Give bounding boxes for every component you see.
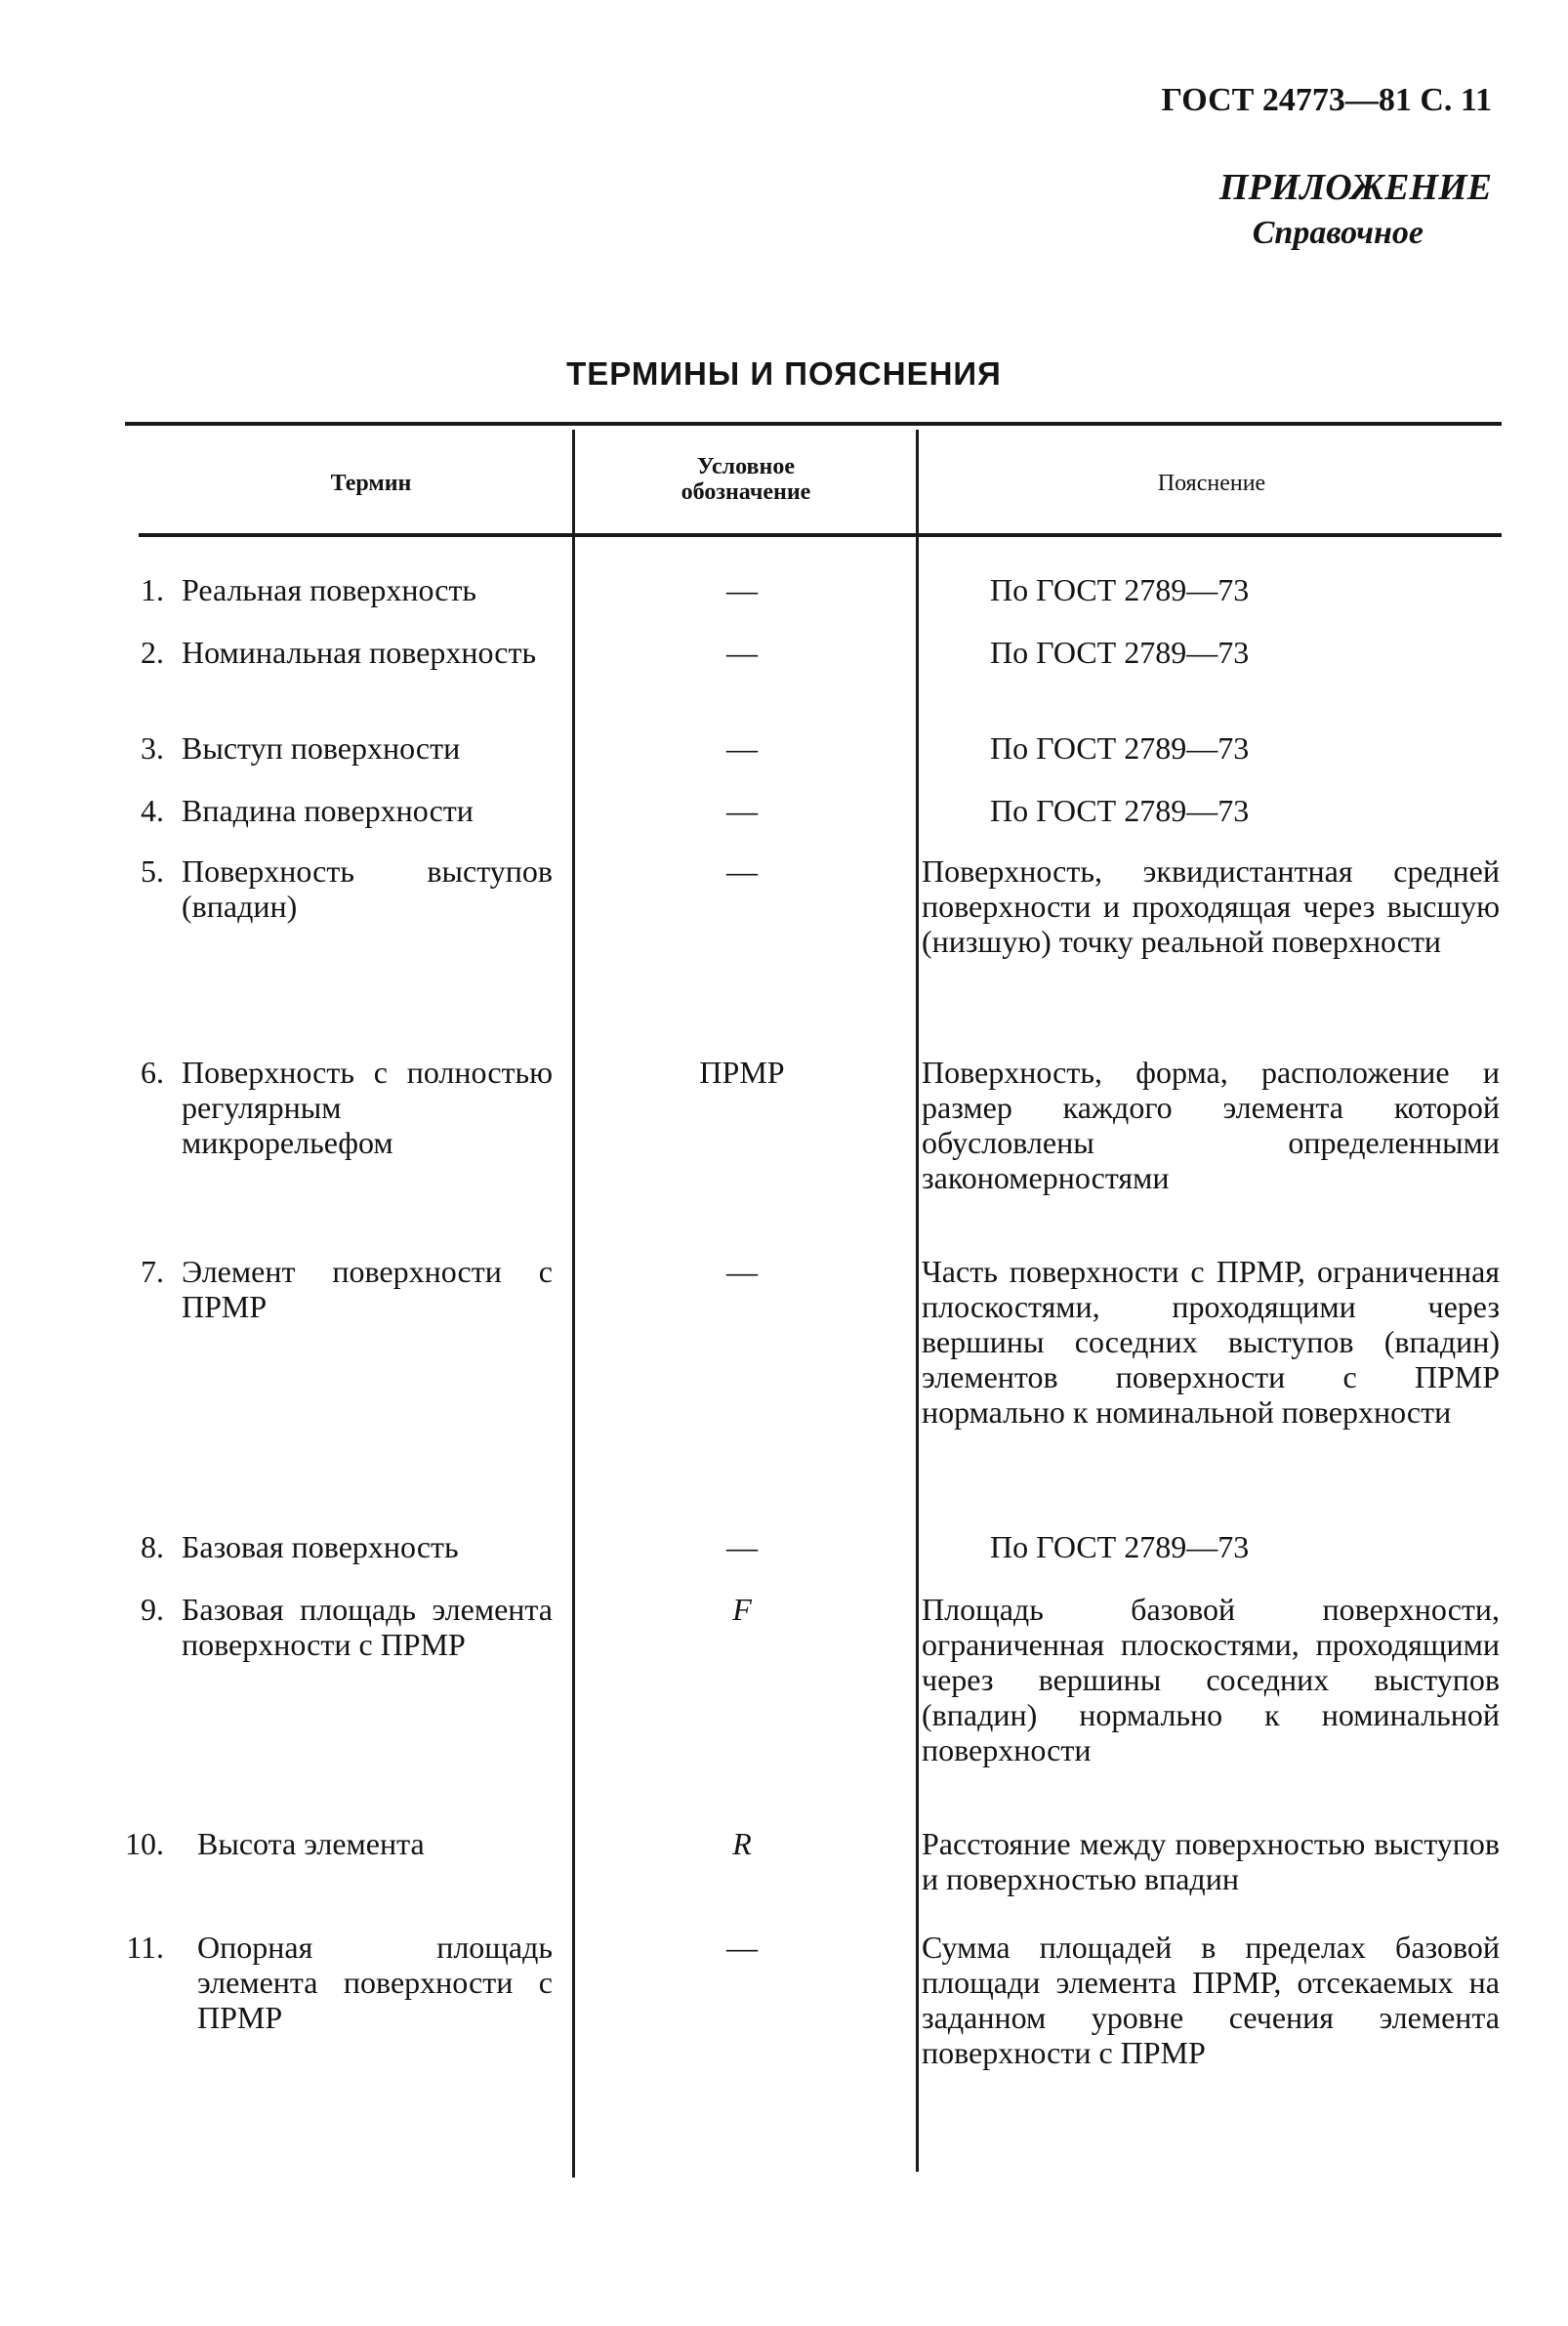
row-term: Базовая площадь элемента поверхности с ПРМР [182, 1592, 553, 1662]
column-divider-2 [916, 430, 919, 2172]
row-symbol: — [726, 853, 758, 889]
row-symbol: — [726, 1529, 758, 1564]
column-header-symbol [578, 454, 914, 505]
row-symbol: — [726, 635, 758, 670]
row-explanation: Часть поверхности с ПРМР, ограниченная плоскостями, проходящими через вершины соседних выступов (впадин) элементов поверхности с ПРМР нормально к номинальной поверхности [922, 1254, 1500, 1430]
row-term: Опорная площадь элемента поверхности с ПРМР [197, 1930, 553, 2035]
row-symbol: — [726, 793, 758, 828]
row-symbol: — [726, 572, 758, 607]
table-title: ТЕРМИНЫ И ПОЯСНЕНИЯ [566, 355, 1002, 392]
page-header: ГОСТ 24773—81 С. 11 [1161, 82, 1492, 118]
row-explanation: По ГОСТ 2789—73 [990, 793, 1250, 828]
column-header-symbol-line2: обозначение [681, 479, 811, 505]
row-explanation: Поверхность, эквидистантная средней поверхности и проходящая через высшую (низшую) точку реальной поверхности [922, 853, 1500, 959]
appendix-title: ПРИЛОЖЕНИЕ [1218, 167, 1492, 208]
row-explanation: Расстояние между поверхностью выступов и поверхностью впадин [922, 1826, 1500, 1896]
row-term: Элемент поверхности с ПРМР [182, 1254, 553, 1324]
row-symbol: R [732, 1826, 752, 1861]
row-number: 7. [141, 1254, 164, 1289]
row-symbol: — [726, 730, 758, 766]
row-term: Базовая поверхность [182, 1529, 459, 1564]
row-number: 11. [126, 1930, 164, 1965]
row-explanation: По ГОСТ 2789—73 [990, 635, 1250, 670]
row-term: Поверхность выступов (впадин) [182, 853, 553, 924]
appendix-subtitle: Справочное [1252, 215, 1424, 251]
row-number: 2. [141, 635, 164, 670]
row-explanation: Поверхность, форма, расположение и размер каждого элемента которой обусловлены определенными закономерностями [922, 1055, 1500, 1195]
column-header-term: Термин [330, 471, 412, 496]
row-number: 6. [141, 1055, 164, 1090]
row-explanation: По ГОСТ 2789—73 [990, 730, 1250, 766]
row-explanation: По ГОСТ 2789—73 [990, 572, 1250, 607]
row-number: 4. [141, 793, 164, 828]
row-term: Впадина поверхности [182, 793, 474, 828]
row-term: Реальная поверхность [182, 572, 477, 607]
column-header-symbol-line1: Условное [697, 454, 795, 479]
row-term: Выступ поверхности [182, 730, 461, 766]
row-symbol: — [726, 1930, 758, 1965]
row-number: 10. [125, 1826, 164, 1861]
row-explanation: Площадь базовой поверхности, ограниченная плоскостями, проходящими через вершины соседних выступов (впадин) нормально к номинальной поверхности [922, 1592, 1500, 1767]
column-divider-1 [572, 430, 575, 2178]
row-symbol: ПРМР [699, 1055, 785, 1090]
row-explanation: Сумма площадей в пределах базовой площади элемента ПРМР, отсекаемых на заданном уровне сечения элемента поверхности с ПРМР [922, 1930, 1500, 2070]
row-number: 5. [141, 853, 164, 889]
table-top-rule [125, 422, 1502, 426]
row-number: 3. [141, 730, 164, 766]
row-term: Высота элемента [197, 1826, 425, 1861]
row-number: 9. [141, 1592, 164, 1627]
column-header-explanation: Пояснение [1157, 471, 1266, 496]
row-symbol: F [732, 1592, 752, 1627]
table-header-rule [139, 533, 1502, 537]
row-symbol: — [726, 1254, 758, 1289]
row-number: 1. [141, 572, 164, 607]
row-term: Поверхность с полностью регулярным микрорельефом [182, 1055, 553, 1160]
row-number: 8. [141, 1529, 164, 1564]
row-term: Номинальная поверхность [182, 635, 537, 670]
row-explanation: По ГОСТ 2789—73 [990, 1529, 1250, 1564]
